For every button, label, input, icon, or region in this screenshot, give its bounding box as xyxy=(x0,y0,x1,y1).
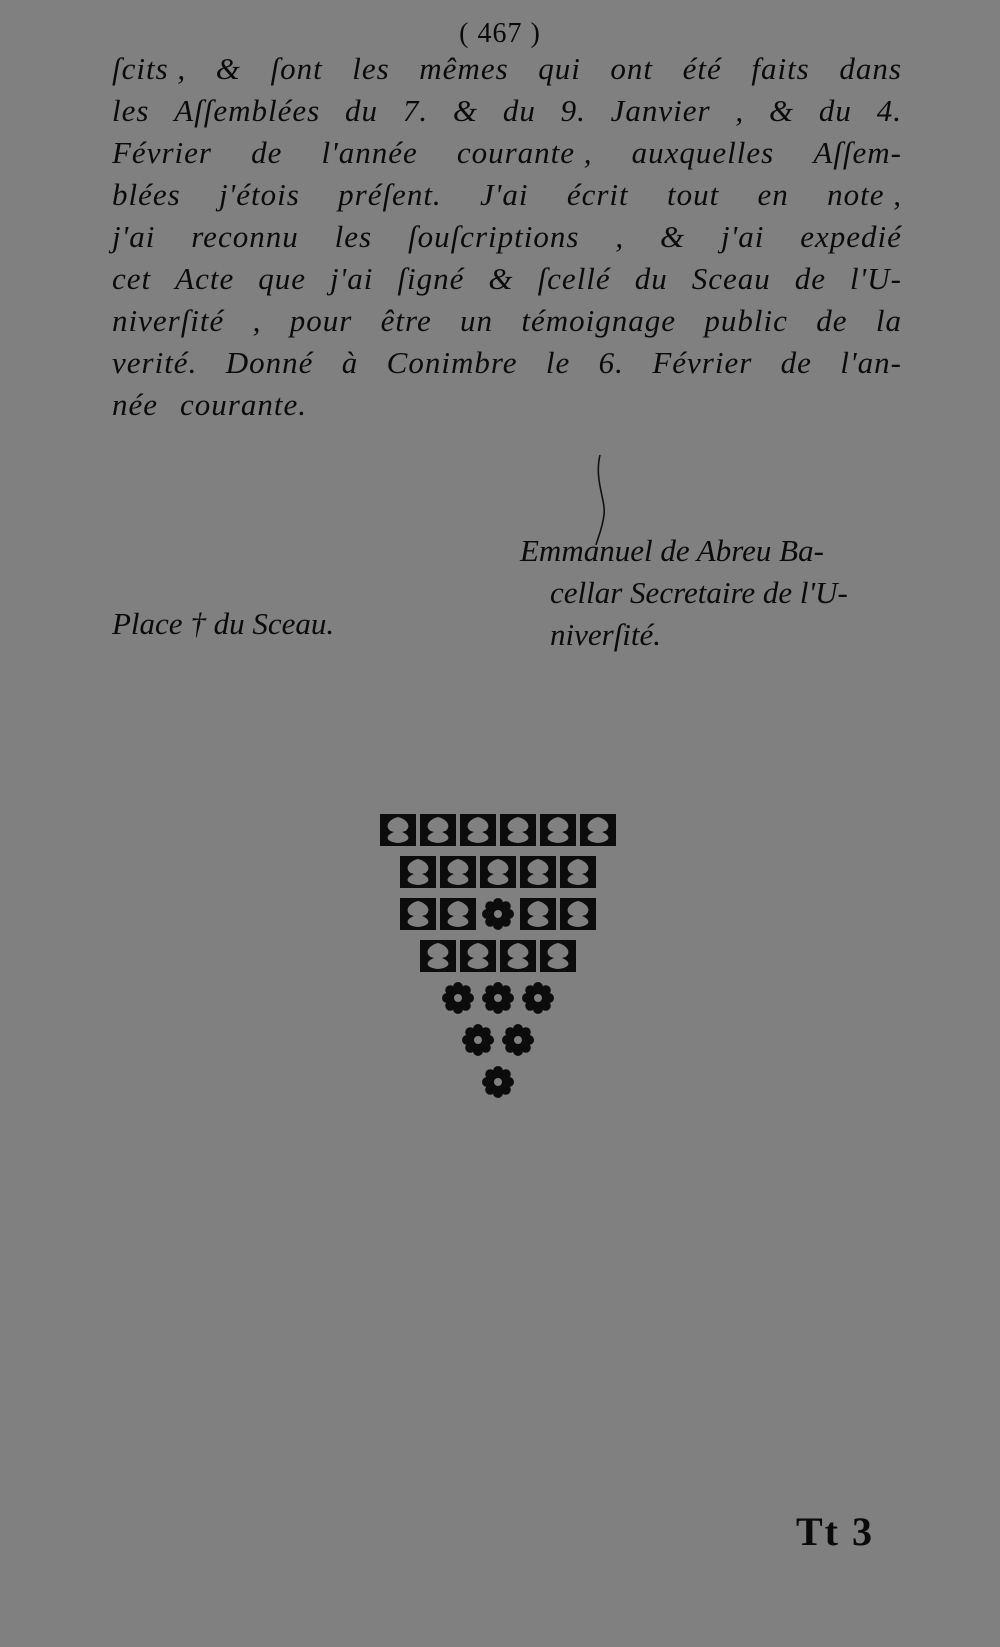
word: courante , xyxy=(456,135,593,170)
ornament-motif xyxy=(522,982,554,1014)
word: Février xyxy=(112,135,212,170)
word: & xyxy=(659,219,686,254)
text-line xyxy=(112,90,902,132)
ornament-motif xyxy=(502,1024,534,1056)
ornament-motif xyxy=(462,1024,494,1056)
word: ont xyxy=(610,51,654,86)
ornament-motif xyxy=(460,940,496,972)
ornament-motif xyxy=(380,814,416,846)
word: 9. xyxy=(560,93,586,128)
ornament-motif xyxy=(500,814,536,846)
ornament-motif xyxy=(420,940,456,972)
word: Aſſemblées xyxy=(174,93,321,128)
signature-line: niverſité. xyxy=(550,617,662,652)
ornament-motif xyxy=(400,898,436,930)
word: être xyxy=(380,303,432,338)
word: pour xyxy=(289,303,353,338)
word: un xyxy=(460,303,494,338)
word: & xyxy=(768,93,795,128)
text-line xyxy=(112,384,902,426)
word: ſont xyxy=(270,51,323,86)
word: écrit xyxy=(566,177,629,212)
word: née xyxy=(112,387,159,422)
text-line xyxy=(112,258,902,300)
body-text xyxy=(112,48,902,426)
word: j'ai xyxy=(721,219,765,254)
word: public xyxy=(704,303,788,338)
ornament-motif xyxy=(440,898,476,930)
word: les xyxy=(112,93,150,128)
word: J'ai xyxy=(480,177,529,212)
word: niverſité xyxy=(112,303,225,338)
word: tout xyxy=(666,177,720,212)
word: Aſſem- xyxy=(813,135,902,170)
ornament-motif xyxy=(440,856,476,888)
word: été xyxy=(682,51,722,86)
ornament-motif xyxy=(480,856,516,888)
text-line xyxy=(112,216,902,258)
word: du xyxy=(818,93,852,128)
seal-place-note: Place † du Sceau. xyxy=(112,606,335,641)
ornament-motif xyxy=(500,940,536,972)
ornament-motif xyxy=(560,898,596,930)
word: du xyxy=(345,93,379,128)
word: témoignage xyxy=(521,303,677,338)
ornament-motif xyxy=(580,814,616,846)
ornament-motif xyxy=(400,856,436,888)
word: Février xyxy=(652,345,753,380)
ornament-motif xyxy=(442,982,474,1014)
word: l'an- xyxy=(840,345,902,380)
word: mêmes xyxy=(419,51,509,86)
word: auxquelles xyxy=(631,135,775,170)
word: qui xyxy=(538,51,581,86)
word: 7. xyxy=(402,93,429,128)
word: les xyxy=(352,51,390,86)
ornament-motif xyxy=(460,814,496,846)
word: de xyxy=(794,261,827,296)
page-number: ( 467 ) xyxy=(459,18,541,49)
word: Donné xyxy=(225,345,314,380)
word: que xyxy=(258,261,307,296)
word: préſent. xyxy=(338,177,442,212)
ornament-motif xyxy=(520,898,556,930)
word: la xyxy=(875,303,902,338)
word: 6. xyxy=(598,345,624,380)
word: reconnu xyxy=(191,219,299,254)
printers-ornament xyxy=(368,806,628,1106)
word: Conimbre xyxy=(386,345,518,380)
word: & xyxy=(452,93,479,128)
text-line xyxy=(112,174,902,216)
ornament-motif xyxy=(482,1066,514,1098)
ornament-motif xyxy=(420,814,456,846)
word: note , xyxy=(827,177,902,212)
signature-block xyxy=(520,530,900,656)
catchword: Tt 3 xyxy=(796,1509,874,1554)
word: verité. xyxy=(112,345,198,380)
word: , xyxy=(252,303,262,338)
text-line xyxy=(112,342,902,384)
word: 4. xyxy=(876,93,902,128)
word: du xyxy=(634,261,668,296)
word: à xyxy=(341,345,359,380)
word: j'ai xyxy=(330,261,374,296)
word: j'étois xyxy=(219,177,300,212)
signature-line: cellar Secretaire de l'U- xyxy=(550,575,848,610)
word: j'ai xyxy=(112,219,156,254)
ornament-motif xyxy=(540,940,576,972)
word: dans xyxy=(839,51,902,86)
word: faits xyxy=(751,51,810,86)
word: de xyxy=(816,303,848,338)
word: Janvier xyxy=(610,93,711,128)
word: l'U- xyxy=(850,261,902,296)
word: expedié xyxy=(800,219,902,254)
word: le xyxy=(545,345,571,380)
word: ſigné xyxy=(397,261,465,296)
word: Acte xyxy=(175,261,235,296)
word: , xyxy=(735,93,745,128)
ornament-motif xyxy=(560,856,596,888)
text-line xyxy=(112,132,902,174)
word: courante. xyxy=(180,387,307,422)
ornament-motif xyxy=(482,898,514,930)
word: ſcellé xyxy=(537,261,611,296)
word: Sceau xyxy=(691,261,771,296)
word: , xyxy=(615,219,625,254)
ornament-motif xyxy=(520,856,556,888)
word: cet xyxy=(112,261,152,296)
word: du xyxy=(502,93,536,128)
word: ſouſcriptions xyxy=(407,219,580,254)
word: de xyxy=(780,345,812,380)
word: blées xyxy=(112,177,181,212)
word: ſcits , xyxy=(112,51,187,86)
text-line xyxy=(112,300,902,342)
word: les xyxy=(334,219,373,254)
ornament-motif xyxy=(482,982,514,1014)
word: & xyxy=(488,261,514,296)
word: en xyxy=(757,177,789,212)
signature-line: Emmanuel de Abreu Ba- xyxy=(520,533,824,568)
word: de xyxy=(251,135,283,170)
word: & xyxy=(215,51,241,86)
ornament-motif xyxy=(540,814,576,846)
word: l'année xyxy=(321,135,418,170)
text-line xyxy=(112,48,902,90)
